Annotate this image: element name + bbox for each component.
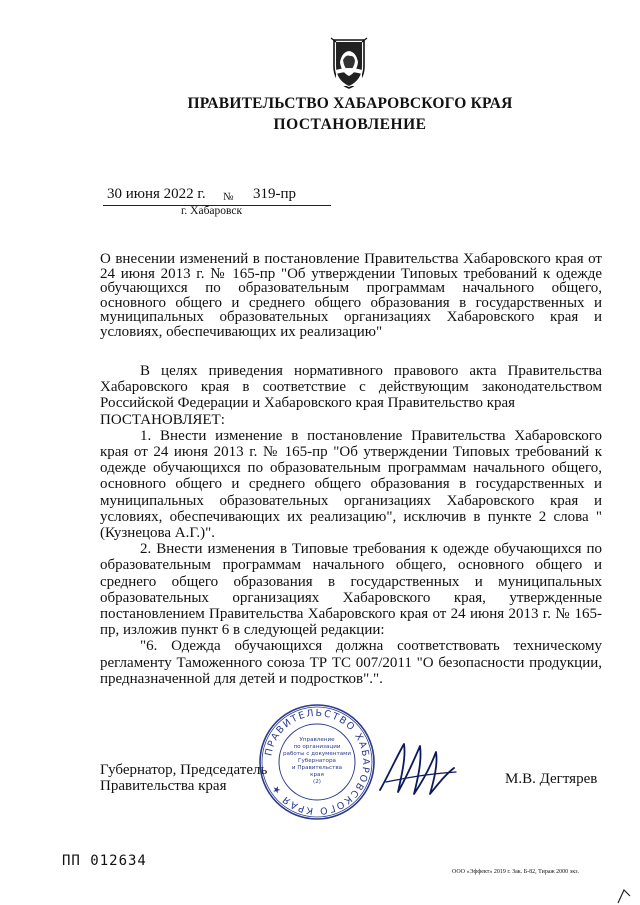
svg-text:(2): (2) bbox=[313, 779, 321, 785]
item-2: 2. Внести изменения в Типовые требования к одежде обучающихся по образовательным программам начального общего, основного общего и среднего общего образования в государственных и муниципальных образовательных организациях Хабаровского края, утвержденные постановлением Правительства Хабаровского края от 24 июня 2013 г. № 165-пр, изложив пункт 6 в следующей редакции: bbox=[100, 541, 602, 639]
svg-text:работы с документами: работы с документами bbox=[283, 751, 351, 757]
printer-imprint: ООО «Эффект» 2019 г. Зак. Б-82, Тираж 2000 экз. bbox=[452, 869, 579, 875]
registration-line bbox=[103, 185, 331, 206]
document-number: 319-пр bbox=[253, 186, 297, 202]
signer-position-line-2: Правительства края bbox=[100, 777, 227, 794]
svg-text:по организации: по организации bbox=[293, 744, 341, 750]
handwritten-signature bbox=[376, 738, 460, 800]
khabarovsk-coat-of-arms-icon bbox=[327, 36, 371, 90]
svg-text:края: края bbox=[310, 772, 324, 778]
signer-position-line-1: Губернатор, Председатель bbox=[100, 762, 268, 778]
svg-text:и Правительства: и Правительства bbox=[291, 765, 343, 771]
signer-name: М.В. Дегтярев bbox=[505, 771, 598, 787]
item-1: 1. Внести изменение в постановление Правительства Хабаровского края от 24 июня 2013 г. № 165-пр "Об утверждении Типовых требований к одежде обучающихся по образовательным программам начального общего, основного общего и среднего общего образования в государственных и муниципальных образовательных организациях Хабаровского края и условиях, обеспечивающих их реализацию", исключив в пункте 2 слова "(Кузнецова А.Г.)". bbox=[100, 427, 602, 542]
number-sign: № bbox=[223, 191, 234, 203]
document-type: ПОСТАНОВЛЕНИЕ bbox=[273, 116, 427, 133]
scan-mark bbox=[614, 888, 632, 904]
svg-text:ПРАВИТЕЛЬСТВО ХАБАРОВСКОГО КРА: ПРАВИТЕЛЬСТВО ХАБАРОВСКОГО КРАЯ ★ bbox=[263, 707, 372, 817]
city: г. Хабаровск bbox=[181, 205, 243, 217]
item-6-quote: "6. Одежда обучающихся должна соответствовать техническому регламенту Таможенного союза ТР ТС 007/2011 "О безопасности продукции, предназначенной для детей и подростков".". bbox=[100, 638, 602, 687]
signer-position bbox=[100, 763, 267, 794]
organization-title: ПРАВИТЕЛЬСТВО ХАБАРОВСКОГО КРАЯ bbox=[187, 95, 513, 112]
resolves-heading: ПОСТАНОВЛЯЕТ: bbox=[100, 411, 225, 428]
document-date: 30 июня 2022 г. bbox=[107, 186, 206, 202]
preamble: В целях приведения нормативного правового акта Правительства Хабаровского края в соответствие с действующим законодательством Российской Федерации и Хабаровского края Правительство края bbox=[100, 363, 602, 412]
document-subject: О внесении изменений в постановление Правительства Хабаровского края от 24 июня 2013 г. № 165-пр "Об утверждении Типовых требований к одежде обучающихся по образовательным программам начального общего, основного общего и среднего общего образования в государственных и муниципальных образовательных организациях Хабаровского края и условиях, обеспечивающих их реализацию" bbox=[100, 251, 602, 340]
official-seal-stamp bbox=[258, 703, 376, 821]
document-body bbox=[100, 363, 602, 687]
form-serial-number: ПП 012634 bbox=[62, 853, 147, 869]
svg-text:Управление: Управление bbox=[299, 737, 335, 743]
svg-text:Губернатора: Губернатора bbox=[298, 758, 336, 764]
